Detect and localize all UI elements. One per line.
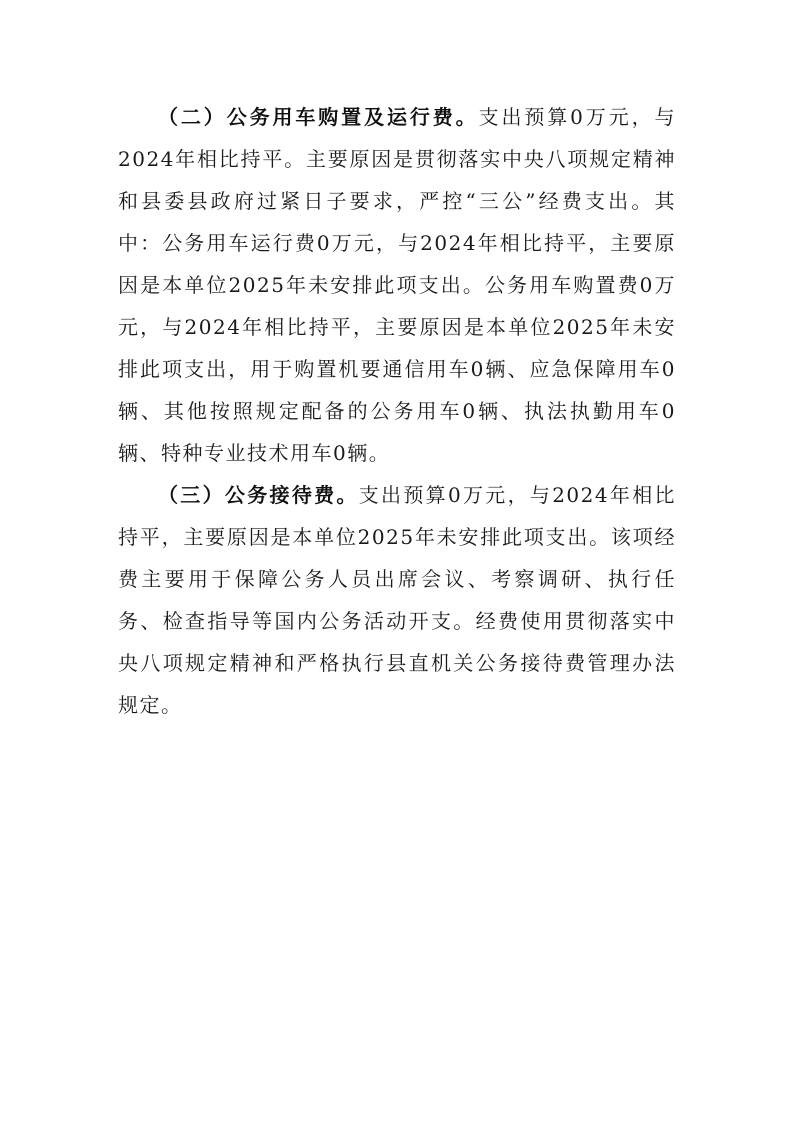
section-body-reception-costs: 支出预算0万元，与2024年相比持平，主要原因是本单位2025年未安排此项支出。该项经费主要用于保障公务人员出席会议、考察调研、执行任务、检查指导等国内公务活动开支。经费使用贯彻落实中央八项规定精神和严格执行县直机关公务接待费管理办法规定。 xyxy=(118,483,677,717)
section-heading-vehicle-costs: （二）公务用车购置及运行费。 xyxy=(158,105,479,129)
document-body xyxy=(118,96,676,726)
paragraph-reception-costs xyxy=(118,474,676,726)
paragraph-vehicle-costs xyxy=(118,96,676,474)
section-body-vehicle-costs: 支出预算0万元，与2024年相比持平。主要原因是贯彻落实中央八项规定精神和县委县政府过紧日子要求，严控“三公”经费支出。其中：公务用车运行费0万元，与2024年相比持平，主要原因是本单位2025年未安排此项支出。公务用车购置费0万元，与2024年相比持平，主要原因是本单位2025年未安排此项支出，用于购置机要通信用车0辆、应急保障用车0辆、其他按照规定配备的公务用车0辆、执法执勤用车0辆、特种专业技术用车0辆。 xyxy=(118,105,676,465)
section-heading-reception-costs: （三）公务接待费。 xyxy=(158,483,359,507)
